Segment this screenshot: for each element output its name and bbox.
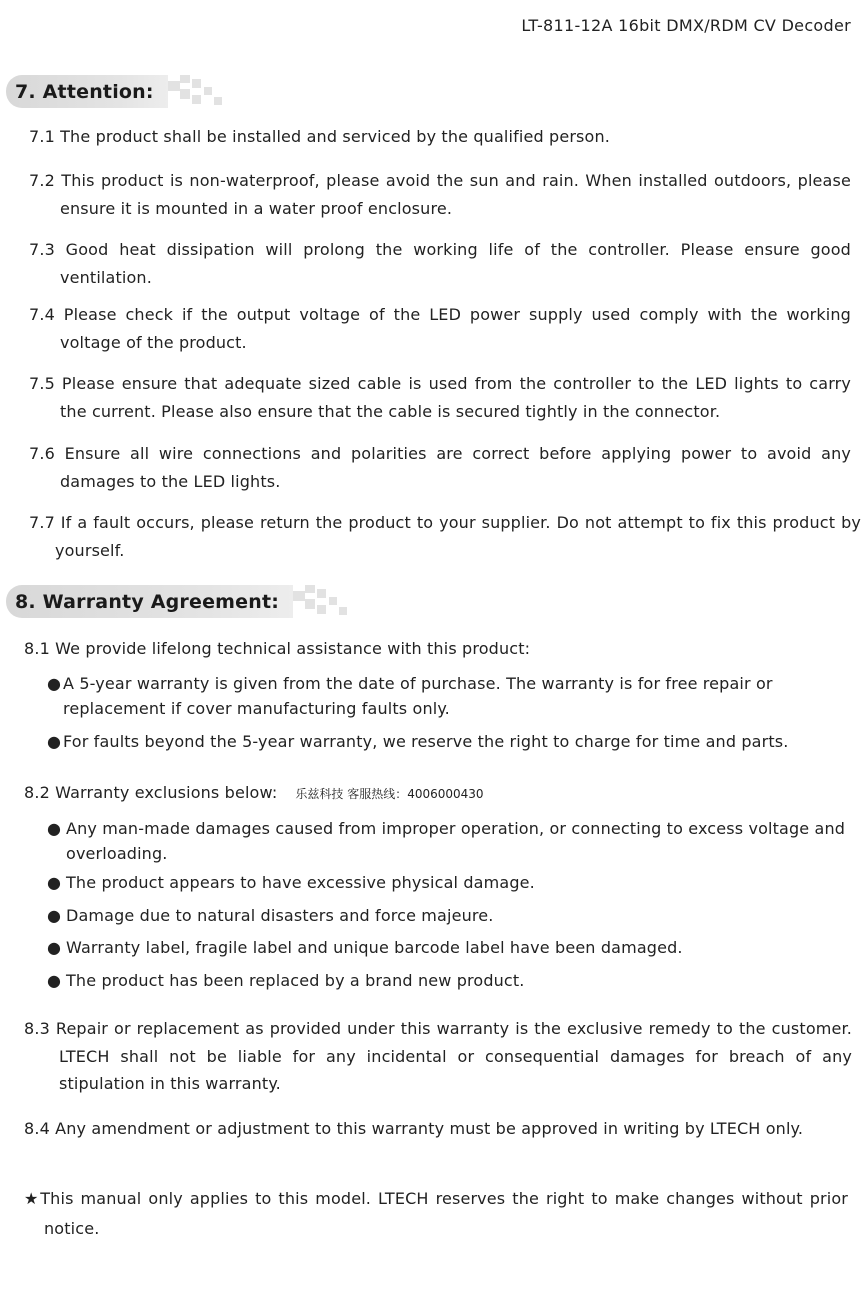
warranty-item-8-2: 8.2 Warranty exclusions below: 乐兹科技 客服热线：4006000430: [24, 783, 484, 802]
attention-item-7-1: 7.1 The product shall be installed and serviced by the qualified person.: [29, 127, 611, 146]
warranty-item-8-4: 8.4 Any amendment or adjustment to this warranty must be approved in writing by LTECH only.: [24, 1119, 804, 1138]
bullet-icon: ●: [47, 938, 62, 957]
section-heading-attention: [6, 75, 226, 108]
heading-text: 8. Warranty Agreement:: [15, 590, 280, 613]
attention-item-7-2: 7.2 This product is non-waterproof, please avoid the sun and rain. When installed outdoors, please ensure it is mounted in a water proof enclosure.: [29, 171, 851, 218]
warranty-item-8-1: 8.1 We provide lifelong technical assistance with this product:: [24, 639, 531, 658]
heading-text: 7. Attention:: [15, 80, 154, 103]
list-item: ● Warranty label, fragile label and unique barcode label have been damaged.: [47, 935, 847, 960]
heading-band: [6, 585, 293, 618]
document-title: LT-811-12A 16bit DMX/RDM CV Decoder: [521, 16, 851, 35]
attention-item-7-7: 7.7 If a fault occurs, please return the product to your supplier. Do not attempt to fix this product by yourself.: [29, 513, 861, 560]
attention-item-7-6: 7.6 Ensure all wire connections and polarities are correct before applying power to avoid any damages to the LED lights.: [29, 444, 851, 491]
list-item: ● For faults beyond the 5-year warranty, we reserve the right to charge for time and parts.: [47, 729, 857, 754]
bullet-icon: ●: [47, 906, 62, 925]
bullet-icon: ●: [47, 732, 62, 751]
pixel-decoration: [293, 585, 351, 618]
attention-item-7-5: 7.5 Please ensure that adequate sized cable is used from the controller to the LED lights to carry the current. Please also ensure that the cable is secured tightly in the connector.: [29, 374, 851, 421]
list-item: ● Damage due to natural disasters and force majeure.: [47, 903, 847, 928]
bullet-icon: ●: [47, 819, 62, 838]
attention-item-7-3: 7.3 Good heat dissipation will prolong the working life of the controller. Please ensure good ventilation.: [29, 240, 851, 287]
list-item: ● A 5-year warranty is given from the date of purchase. The warranty is for free repair or replacement if cover manufacturing faults only.: [47, 671, 847, 721]
list-item: ● Any man-made damages caused from improper operation, or connecting to excess voltage and overloading.: [47, 816, 847, 866]
list-item: ● The product appears to have excessive physical damage.: [47, 870, 847, 895]
section-heading-warranty: [6, 585, 351, 618]
footer-note: ★This manual only applies to this model. LTECH reserves the right to make changes without prior notice.: [24, 1189, 848, 1238]
warranty-item-8-3: 8.3 Repair or replacement as provided under this warranty is the exclusive remedy to the customer. LTECH shall not be liable for any incidental or consequential damages for breach of any stipulation in this warranty.: [24, 1019, 852, 1093]
bullet-icon: ●: [47, 971, 62, 990]
attention-item-7-4: 7.4 Please check if the output voltage of the LED power supply used comply with the working voltage of the product.: [29, 305, 851, 352]
list-item: ● The product has been replaced by a brand new product.: [47, 968, 847, 993]
hotline-text: 乐兹科技 客服热线：4006000430: [295, 787, 484, 801]
heading-band: [6, 75, 168, 108]
bullet-icon: ●: [47, 873, 62, 892]
pixel-decoration: [168, 75, 226, 108]
bullet-icon: ●: [47, 674, 62, 693]
